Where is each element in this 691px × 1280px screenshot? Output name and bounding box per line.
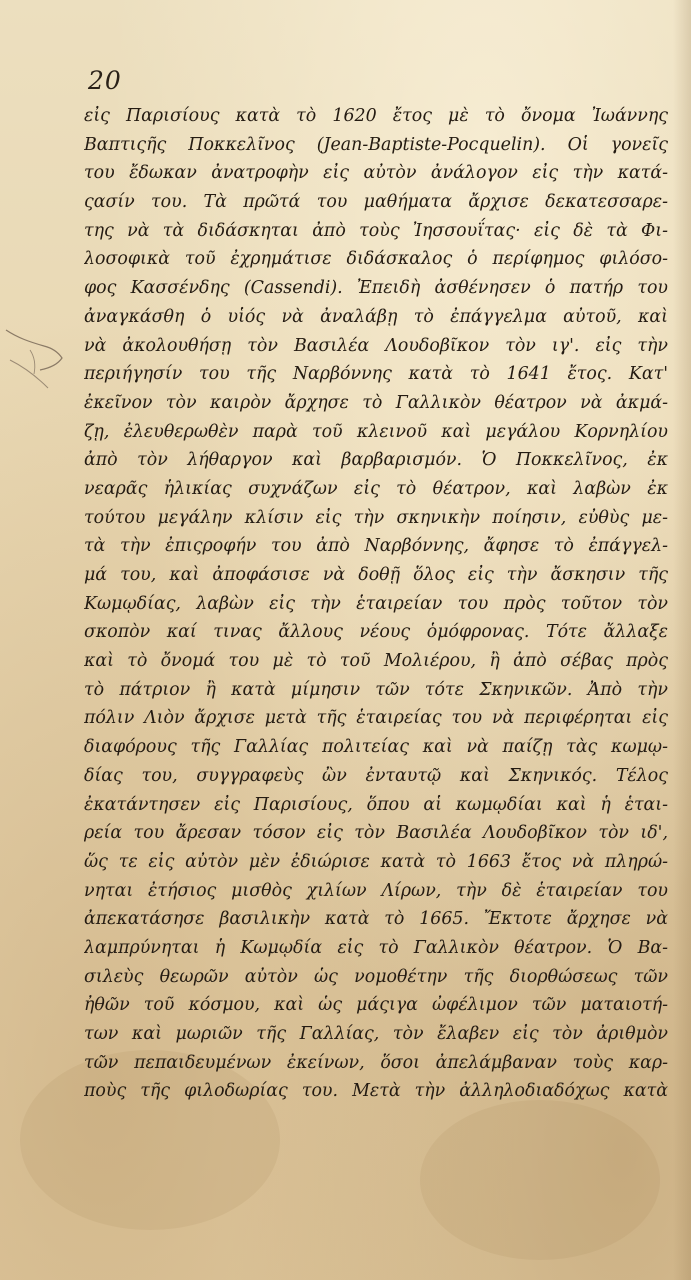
text-line: λαμπρύνηται ἡ Κωμῳδία εἰς τὸ Γαλλικὸν θέατρον. Ὁ Βα- <box>84 937 668 958</box>
page-edge-shadow <box>673 0 691 1280</box>
text-line: νηται ἐτήσιος μισθὸς χιλίων Λίρων, τὴν δὲ ἑταιρείαν του <box>84 880 668 901</box>
text-line: της νὰ τὰ διδάσκηται ἀπὸ τοὺς Ἰησσουΐτας· εἰς δὲ τὰ Φι- <box>84 220 668 241</box>
text-line: ὥς τε εἰς αὐτὸν μὲν ἐδιώρισε κατὰ τὸ 1663 ἔτος νὰ πληρώ- <box>84 851 668 872</box>
text-line: ρεία του ἄρεσαν τόσον εἰς τὸν Βασιλέα Λουδοβῖκον τὸν ιδ', <box>84 823 668 844</box>
text-line: ἐκεῖνον τὸν καιρὸν ἄρχησε τὸ Γαλλικὸν θέατρον νὰ ἀκμά- <box>84 392 668 413</box>
text-line: καὶ τὸ ὄνομά του μὲ τὸ τοῦ Μολιέρου, ἢ ἀπὸ σέβας πρὸς <box>84 651 668 672</box>
page-number: 20 <box>88 66 122 95</box>
text-line: ἀναγκάσθη ὁ υἱός νὰ ἀναλάβῃ τὸ ἐπάγγελμα αὐτοῦ, καὶ <box>84 306 668 327</box>
text-line: ςασίν του. Τὰ πρῶτά του μαθήματα ἄρχισε δεκατεσσαρε- <box>84 192 668 213</box>
text-line: σιλεὺς θεωρῶν αὐτὸν ὡς νομοθέτην τῆς διορθώσεως τῶν <box>84 966 668 987</box>
text-line: μά του, καὶ ἀποφάσισε νὰ δοθῇ ὅλος εἰς τὴν ἄσκησιν τῆς <box>84 565 668 585</box>
text-line: τῶν πεπαιδευμένων ἐκείνων, ὅσοι ἀπελάμβαναν τοὺς καρ- <box>84 1052 668 1073</box>
text-line: δίας του, συγγραφεὺς ὢν ἐνταυτῷ καὶ Σκηνικός. Τέλος <box>84 765 668 786</box>
text-line: τούτου μεγάλην κλίσιν εἰς τὴν σκηνικὴν ποίησιν, εὐθὺς με- <box>84 507 668 528</box>
text-line: Κωμῳδίας, λαβὼν εἰς τὴν ἑταιρείαν του πρὸς τοῦτον τὸν <box>84 593 668 614</box>
text-line: ἐκατάντησεν εἰς Παρισίους, ὅπου αἱ κωμῳδίαι καὶ ἡ ἑται- <box>84 794 668 815</box>
text-line: Βαπτιςῆς Ποκκελῖνος (Jean-Baptiste-Pocquelin). Οἱ γονεῖς <box>84 134 668 155</box>
text-line: σκοπὸν καί τινας ἄλλους νέους ὁμόφρονας. Τότε ἄλλαξε <box>84 622 668 643</box>
text-line: ἀπεκατάσησε βασιλικὴν κατὰ τὸ 1665. Ἔκτοτε ἄρχησε νὰ <box>84 909 668 930</box>
paper-stain <box>420 1100 660 1260</box>
text-line: εἰς Παρισίους κατὰ τὸ 1620 ἔτος μὲ τὸ ὄνομα Ἰωάννης <box>84 106 668 126</box>
text-line: τὸ πάτριον ἢ κατὰ μίμησιν τῶν τότε Σκηνικῶν. Ἀπὸ τὴν <box>84 679 668 700</box>
text-line: ἀπὸ τὸν λήθαργον καὶ βαρβαρισμόν. Ὁ Ποκκελῖνος, ἐκ <box>84 450 668 471</box>
text-line: νεαρᾶς ἡλικίας συχνάζων εἰς τὸ θέατρον, καὶ λαβὼν ἐκ <box>84 478 668 499</box>
text-line: περιήγησίν του τῆς Ναρβόννης κατὰ τὸ 1641 ἔτος. Κατ' <box>84 364 668 385</box>
text-line: φος Κασσένδης (Cassendi). Ἐπειδὴ ἀσθένησεν ὁ πατήρ του <box>84 278 668 299</box>
page-body-text <box>84 102 668 1106</box>
marginal-ink-mark <box>0 290 75 410</box>
text-line: διαφόρους τῆς Γαλλίας πολιτείας καὶ νὰ παίζῃ τὰς κωμῳ- <box>84 737 668 758</box>
text-line: πόλιν Λιὸν ἄρχισε μετὰ τῆς ἑταιρείας του νὰ περιφέρηται εἰς <box>84 708 668 729</box>
text-line: ζῃ, ἐλευθερωθὲν παρὰ τοῦ κλεινοῦ καὶ μεγάλου Κορνηλίου <box>84 421 668 442</box>
text-line: τὰ τὴν ἐπιςροφήν του ἀπὸ Ναρβόννης, ἄφησε τὸ ἐπάγγελ- <box>84 536 668 557</box>
text-line: νὰ ἀκολουθήσῃ τὸν Βασιλέα Λουδοβῖκον τὸν ιγ'. εἰς τὴν <box>84 335 668 356</box>
text-line: των καὶ μωριῶν τῆς Γαλλίας, τὸν ἔλαβεν εἰς τὸν ἀριθμὸν <box>84 1024 668 1044</box>
text-line: λοσοφικὰ τοῦ ἐχρημάτισε διδάσκαλος ὁ περίφημος φιλόσο- <box>84 249 668 270</box>
text-line: του ἔδωκαν ἀνατροφὴν εἰς αὐτὸν ἀνάλογον εἰς τὴν κατά- <box>84 163 668 184</box>
text-line: ποὺς τῆς φιλοδωρίας του. Μετὰ τὴν ἀλληλοδιαδόχως κατὰ <box>84 1081 668 1102</box>
text-line: ἠθῶν τοῦ κόσμου, καὶ ὡς μάςιγα ὠφέλιμον τῶν ματαιοτή- <box>84 995 668 1016</box>
